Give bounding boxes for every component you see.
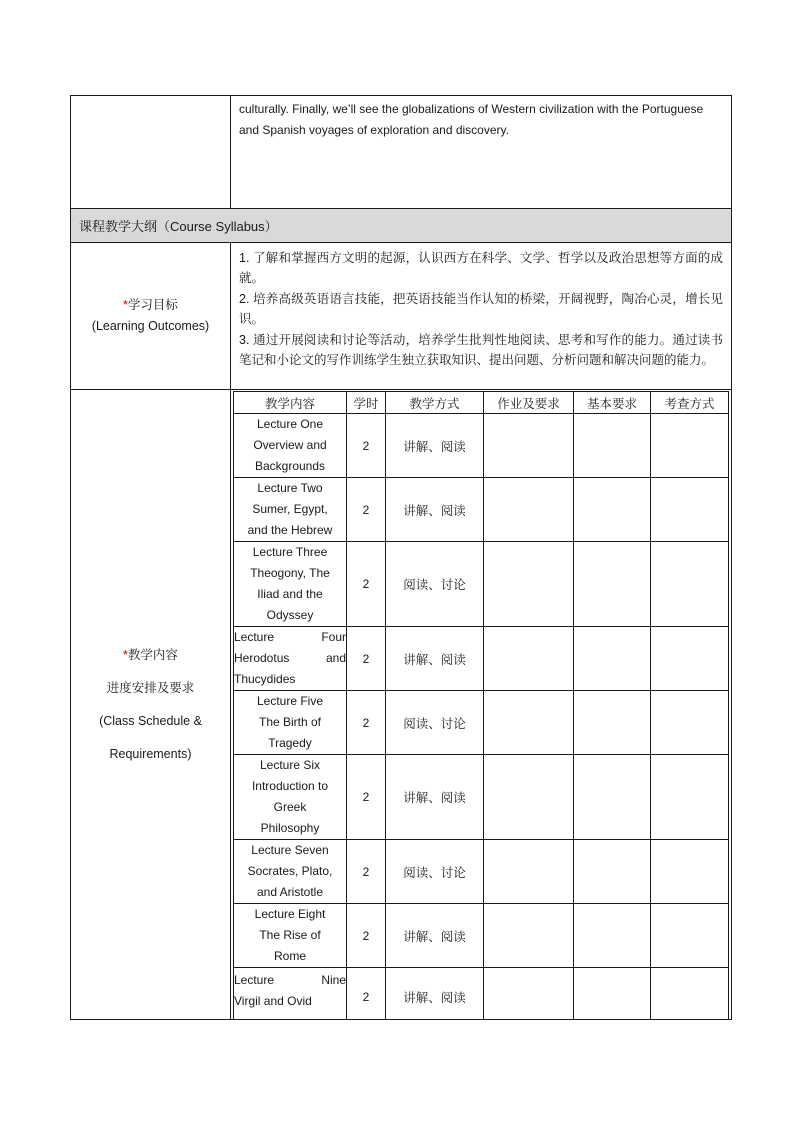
lecture-row [234,542,729,627]
hours-cell: 2 [347,691,386,755]
lecture-title-cell [234,755,347,840]
teaching-method-cell: 讲解、阅读 [386,478,484,542]
lecture-title-cell [234,968,347,1020]
hours-cell: 2 [347,542,386,627]
teaching-method-cell: 阅读、讨论 [386,542,484,627]
lecture-title-line: and the Hebrew [247,523,333,537]
lecture-title-cell [234,904,347,968]
col-header-teaching-content: 教学内容 [234,392,347,414]
lecture-title-line: Herodotus and [234,651,346,665]
basic-requirements-cell [574,542,651,627]
assessment-cell [651,691,729,755]
assessment-cell [651,478,729,542]
homework-cell [484,904,574,968]
lecture-row [234,414,729,478]
lecture-row [234,904,729,968]
lecture-row [234,840,729,904]
homework-cell [484,755,574,840]
teaching-method-cell: 讲解、阅读 [386,627,484,691]
lecture-row [234,691,729,755]
col-header-hours: 学时 [347,392,386,414]
assessment-cell [651,414,729,478]
schedule-label [71,390,231,1019]
lecture-row [234,627,729,691]
teaching-method-cell: 讲解、阅读 [386,968,484,1020]
lecture-title-line: Sumer, Egypt, [252,502,328,516]
schedule-table-body [234,414,729,1020]
lecture-title-line: Tragedy [268,736,312,750]
section-banner: 课程教学大纲（Course Syllabus） [71,208,731,242]
assessment-cell [651,968,729,1020]
hours-cell: 2 [347,414,386,478]
lecture-title-cell [234,627,347,691]
lecture-title-line: Lecture Eight [254,907,326,921]
hours-cell: 2 [347,627,386,691]
lecture-title-line: The Birth of [258,715,322,729]
schedule-label-zh: *教学内容 [123,647,178,662]
teaching-method-cell: 讲解、阅读 [386,904,484,968]
lecture-row [234,478,729,542]
homework-cell [484,478,574,542]
lecture-title-cell [234,691,347,755]
lecture-title-line: Thucydides [234,672,296,686]
hours-cell: 2 [347,904,386,968]
lecture-title-line: and Aristotle [256,885,324,899]
required-asterisk: * [123,298,128,312]
learning-outcomes-content [231,243,731,389]
basic-requirements-cell [574,904,651,968]
hours-cell: 2 [347,478,386,542]
lecture-title-line: Greek [273,800,307,814]
schedule-label-en-2: Requirements) [109,746,192,761]
hours-cell: 2 [347,968,386,1020]
lecture-title-line: Lecture One [256,417,324,431]
lecture-title-line: Socrates, Plato, [247,864,333,878]
continuation-left-cell [71,96,231,208]
lecture-title-line: Lecture Nine [234,973,346,987]
basic-requirements-cell [574,840,651,904]
assessment-cell [651,542,729,627]
learning-outcomes-label [71,243,231,389]
lecture-title-line: Lecture Three [252,545,328,559]
assessment-cell [651,755,729,840]
learning-outcome-item: 1. 了解和掌握西方文明的起源，认识西方在科学、文学、哲学以及政治思想等方面的成就。 [239,251,723,286]
lecture-title-line: Lecture Four [234,630,346,644]
assessment-cell [651,904,729,968]
teaching-method-cell: 阅读、讨论 [386,691,484,755]
lecture-title-line: Iliad and the [257,587,323,601]
basic-requirements-cell [574,755,651,840]
learning-outcome-item: 2. 培养高级英语语言技能，把英语技能当作认知的桥梁，开阔视野，陶冶心灵，增长见识。 [239,291,723,327]
lecture-title-cell [234,840,347,904]
syllabus-table [70,95,732,1020]
lecture-row [234,755,729,840]
homework-cell [484,968,574,1020]
learning-outcome-item: 3. 通过开展阅读和讨论等活动，培养学生批判性地阅读、思考和写作的能力。通过读书笔记和小论文的写作训练学生独立获取知识、提出问题、分析问题和解决问题的能力。 [239,332,723,368]
basic-requirements-cell [574,414,651,478]
schedule-label-en-1: (Class Schedule & [99,713,202,728]
lecture-title-line: Lecture Six [259,758,321,772]
teaching-method-cell: 讲解、阅读 [386,755,484,840]
basic-requirements-cell [574,691,651,755]
lecture-title-line: Lecture Two [257,481,323,495]
learning-outcomes-label-zh: *学习目标 [123,298,178,312]
lecture-title-line: Overview and [253,438,327,452]
schedule-row [71,389,731,1019]
lecture-title-line: The Rise of [259,928,321,942]
basic-requirements-cell [574,968,651,1020]
hours-cell: 2 [347,755,386,840]
basic-requirements-cell [574,478,651,542]
lecture-title-line: Odyssey [266,608,314,622]
lecture-title-line: Philosophy [260,821,320,835]
required-asterisk: * [123,647,128,662]
lecture-title-cell [234,478,347,542]
lecture-title-cell [234,542,347,627]
lecture-title-line: Lecture Seven [251,843,329,857]
continuation-text: culturally. Finally, we’ll see the globalizations of Western civilization with the Portuguese and Spanish voyages of exploration and discovery. [239,102,704,137]
lecture-row [234,968,729,1020]
col-header-assessment: 考查方式 [651,392,729,414]
learning-outcomes-row [71,242,731,389]
lecture-title-line: Theogony, The [250,566,330,580]
lecture-title-line: Lecture Five [256,694,324,708]
homework-cell [484,691,574,755]
schedule-table-container [231,390,731,1019]
hours-cell: 2 [347,840,386,904]
lecture-title-line: Rome [273,949,306,963]
basic-requirements-cell [574,627,651,691]
continuation-row [71,96,731,208]
col-header-basic-requirements: 基本要求 [574,392,651,414]
homework-cell [484,414,574,478]
teaching-method-cell: 讲解、阅读 [386,414,484,478]
teaching-method-cell: 阅读、讨论 [386,840,484,904]
assessment-cell [651,840,729,904]
lecture-title-line: Virgil and Ovid [234,994,312,1008]
schedule-header-row [234,392,729,414]
homework-cell [484,542,574,627]
lecture-title-line: Backgrounds [254,459,326,473]
col-header-teaching-method: 教学方式 [386,392,484,414]
assessment-cell [651,627,729,691]
learning-outcomes-label-en: (Learning Outcomes) [91,319,210,333]
lecture-title-line: Introduction to [251,779,329,793]
homework-cell [484,840,574,904]
homework-cell [484,627,574,691]
schedule-label-sub-zh: 进度安排及要求 [106,680,195,695]
schedule-table [233,391,729,1019]
lecture-title-cell [234,414,347,478]
col-header-homework: 作业及要求 [484,392,574,414]
